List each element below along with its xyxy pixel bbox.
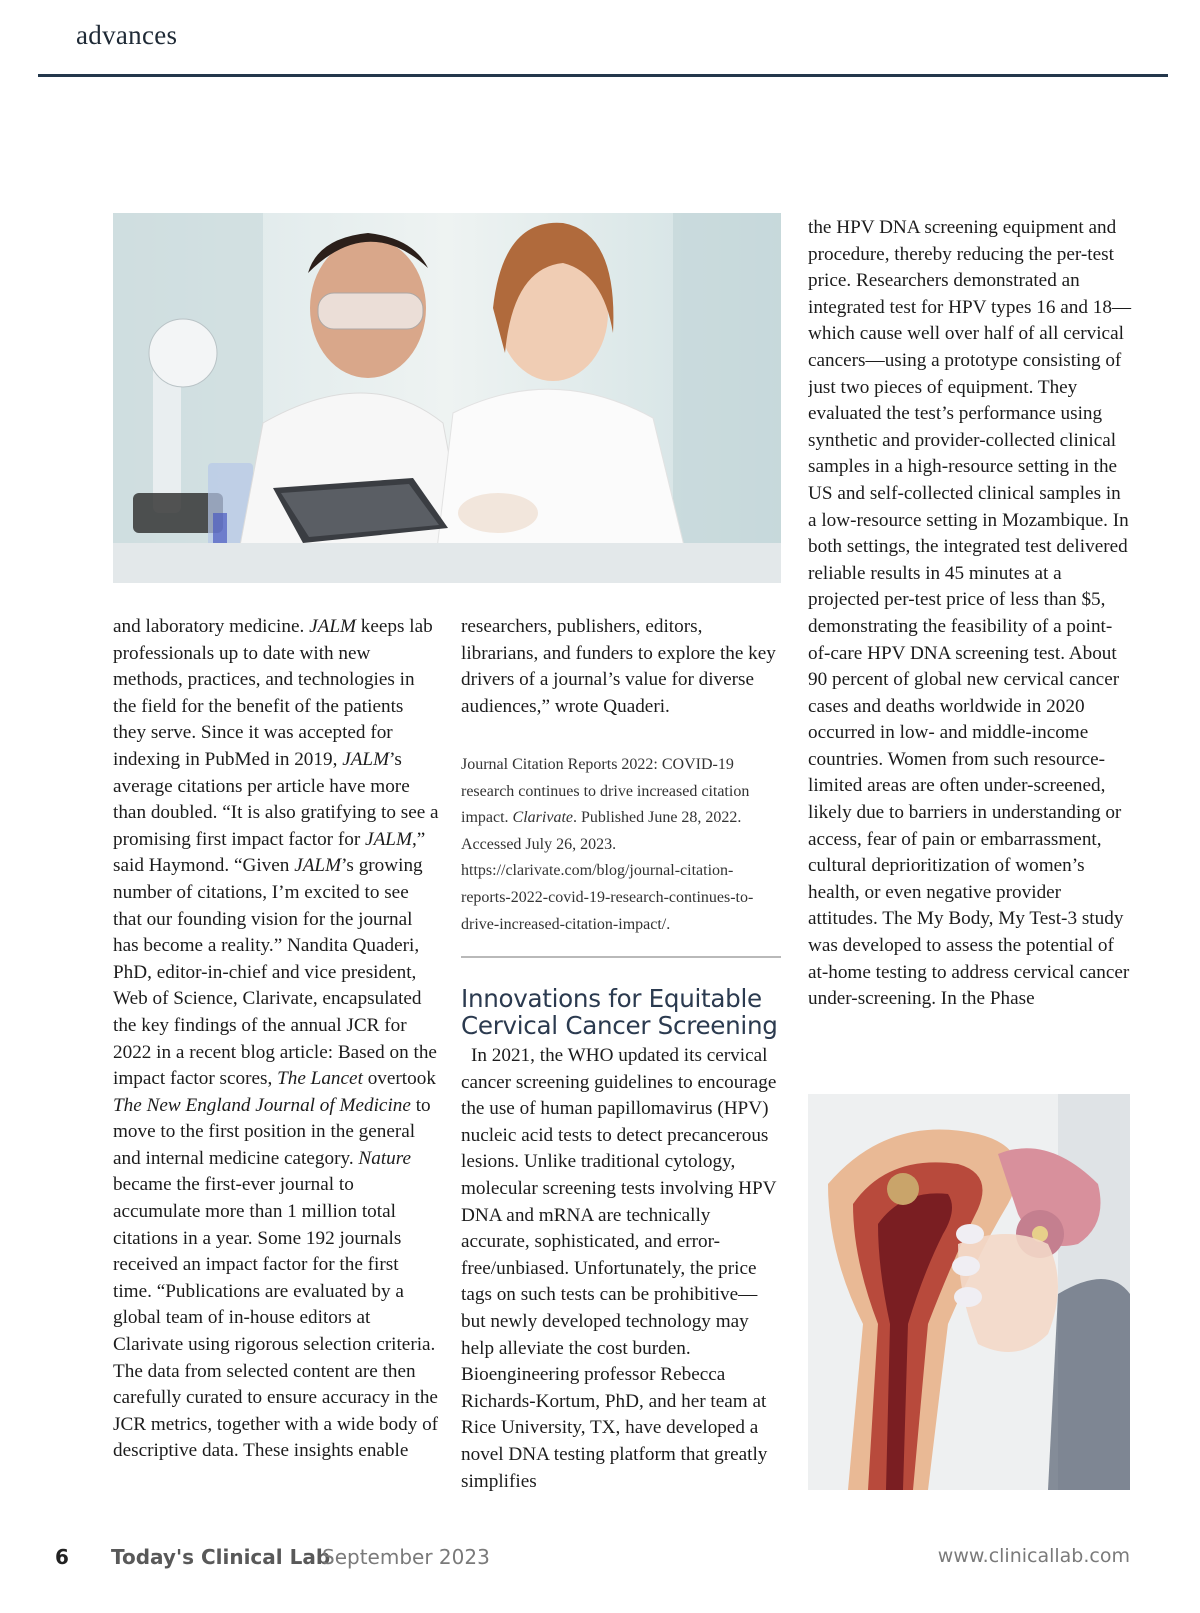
left-column-paragraph: and laboratory medicine. JALM keeps lab professionals up to date with new methods, practices, and technologies in the field for the benefit of the patients they serve. Since it was accepted for indexing in PubMed in 2019, JALM’s average citations per article have more than doubled. “It is also gratifying to see a promising first impact factor for JALM,” said Haymond. “Given JALM’s growing number of citations, I’m excited to see that our founding vision for the journal has become a reality.” Nandita Quaderi, PhD, editor-in-chief and vice president, Web of Science, Clarivate, encapsulated the key findings of the annual JCR for 2022 in a recent blog article: Based on the impact factor scores, The Lancet overtook The New England Journal of Medicine to move to the first position in the general and internal medicine category. Nature became the first-ever journal to accumulate more than 1 million total citations in a year. Some 192 journals received an impact factor for the first time. “Publications are evaluated by a global team of in-house editors at Clarivate using rigorous selection criteria. The data from selected content are then carefully curated to ensure accuracy in the JCR metrics, together with a wide body of descriptive data. These insights enable	[113, 616, 439, 1462]
reference-divider	[461, 956, 781, 958]
screening-paragraph: In 2021, the WHO updated its cervical cancer screening guidelines to encourage the use of human papillomavirus (HPV) nucleic acid tests to detect precancerous lesions. Unlike traditional cytology, molecular screening tests involving HPV DNA and mRNA are technically accurate, sophisticated, and error-free/unbiased. Unfortunately, the price tags on such tests can be prohibitive—but newly developed technology may help alleviate the cost burden. Bioengineering professor Rebecca Richards-Kortum, PhD, and her team at Rice University, TX, have developed a novel DNA testing platform that greatly simplifies	[461, 1045, 777, 1492]
body-column-middle	[461, 614, 781, 720]
header-rule	[38, 74, 1168, 77]
section-heading: Innovations for Equitable Cervical Cancer Screening	[461, 984, 778, 1040]
issue-date: September 2023	[322, 1545, 490, 1569]
body-column-middle-lower	[461, 1043, 781, 1495]
website-url: www.clinicallab.com	[937, 1545, 1130, 1567]
reference-citation: Journal Citation Reports 2022: COVID-19 research continues to drive increased citation impact. Clarivate. Published June 28, 2022. Accessed July 26, 2023. https://clarivate.com/blog/journal-citation-reports-2022-covid-19-research-continues-to-drive-increased-citation-impact/.	[461, 756, 754, 933]
body-column-left	[113, 614, 439, 1465]
section-label: advances	[76, 20, 178, 50]
lab-scientists-photo	[113, 213, 781, 583]
magazine-name: Today's Clinical Lab	[111, 1545, 331, 1569]
right-column-paragraph: the HPV DNA screening equipment and procedure, thereby reducing the per-test price. Researchers demonstrated an integrated test for HPV types 16 and 18—which cause well over half of all cervical cancers—using a prototype consisting of just two pieces of equipment. They evaluated the test’s performance using synthetic and provider-collected clinical samples in a high-resource setting in the US and self-collected clinical samples in a low-resource setting in Mozambique. In both settings, the integrated test delivered reliable results in 45 minutes at a projected per-test price of less than $5, demonstrating the feasibility of a point-of-care HPV DNA screening test. About 90 percent of global new cervical cancer cases and deaths worldwide in 2020 occurred in low- and middle-income countries. Women from such resource-limited areas are often under-screened, likely due to barriers in understanding or access, fear of pain or embarrassment, cultural deprioritization of women’s health, or even negative provider attitudes. The My Body, My Test-3 study was developed to assess the potential of at-home testing to address cervical cancer under-screening. In the Phase	[808, 217, 1132, 1010]
body-column-right	[808, 215, 1133, 1013]
middle-column-paragraph: researchers, publishers, editors, librarians, and funders to explore the key drivers of a journal’s value for diverse audiences,” wrote Quaderi.	[461, 616, 776, 717]
page-number: 6	[55, 1545, 69, 1569]
cervix-anatomy-model-photo	[808, 1094, 1130, 1490]
